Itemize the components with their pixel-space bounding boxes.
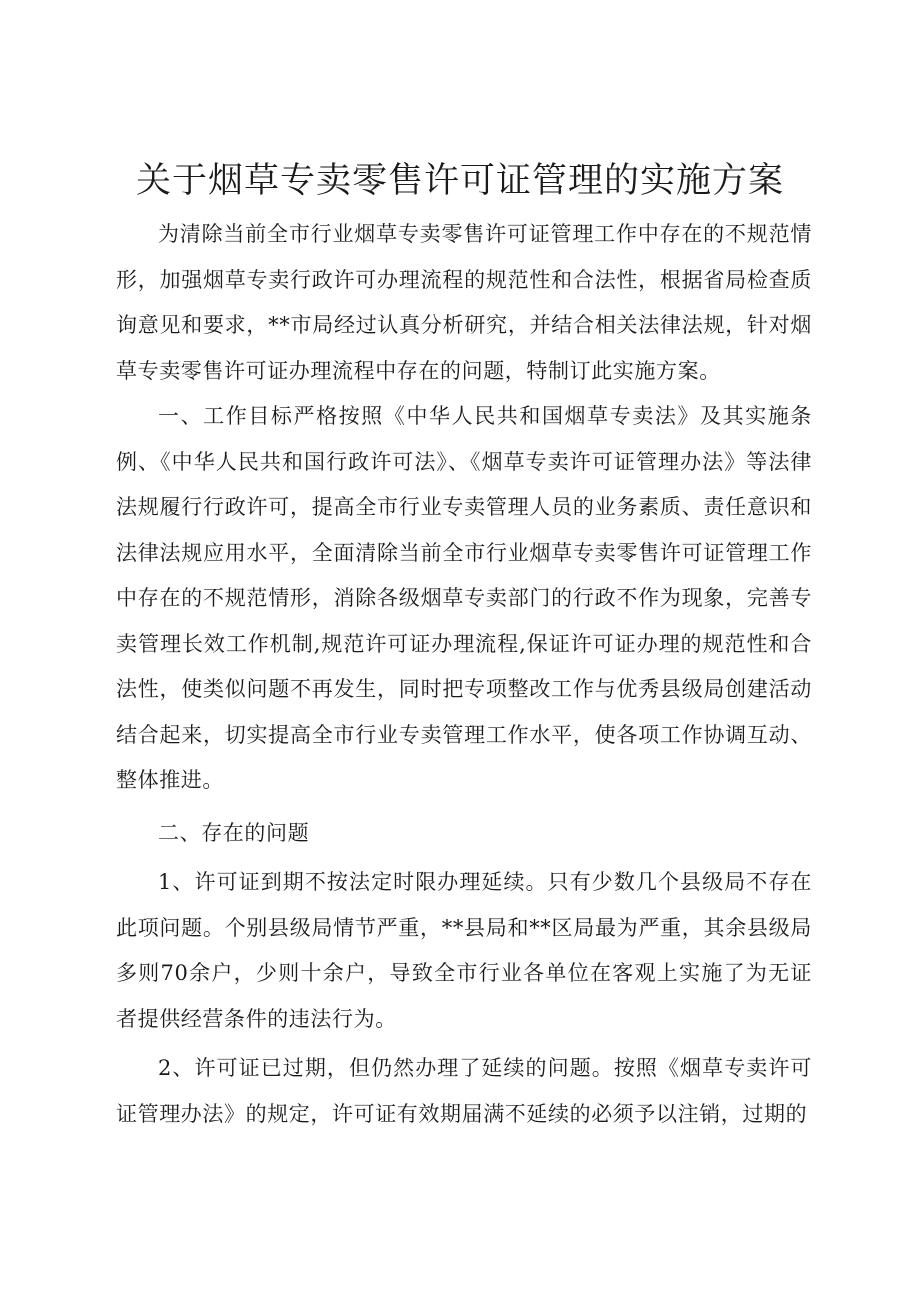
paragraph-intro: 为清除当前全市行业烟草专卖零售许可证管理工作中存在的不规范情形，加强烟草专卖行政许可办理流程的规范性和合法性，根据省局检查质询意见和要求，**市局经过认真分析研究，并结合相关法律法规，针对烟草专卖零售许可证办理流程中存在的问题，特制订此实施方案。 xyxy=(116,222,812,383)
paragraph-problem-1: 1、许可证到期不按法定时限办理延续。只有少数几个县级局不存在此项问题。个别县级局情节严重，**县局和**区局最为严重，其余县级局多则70余户，少则十余户，导致全市行业各单位在客观上实施了为无证者提供经营条件的违法行为。 xyxy=(116,870,812,1031)
document-title: 关于烟草专卖零售许可证管理的实施方案 xyxy=(135,161,784,201)
document-body xyxy=(116,212,812,1137)
paragraph-work-goals: 一、工作目标严格按照《中华人民共和国烟草专卖法》及其实施条例、《中华人民共和国行政许可法》、《烟草专卖许可证管理办法》等法律法规履行行政许可，提高全市行业专卖管理人员的业务素质、责任意识和法律法规应用水平，全面清除当前全市行业烟草专卖零售许可证管理工作中存在的不规范情形，消除各级烟草专卖部门的行政不作为现象，完善专卖管理长效工作机制,规范许可证办理流程,保证许可证办理的规范性和合法性，使类似问题不再发生，同时把专项整改工作与优秀县级局创建活动结合起来，切实提高全市行业专卖管理工作水平，使各项工作协调互动、整体推进。 xyxy=(116,404,812,792)
paragraph-problem-2: 2、许可证已过期，但仍然办理了延续的问题。按照《烟草专卖许可证管理办法》的规定，许可证有效期届满不延续的必须予以注销，过期的 xyxy=(116,1056,812,1126)
section-heading-problems: 二、存在的问题 xyxy=(158,820,310,845)
